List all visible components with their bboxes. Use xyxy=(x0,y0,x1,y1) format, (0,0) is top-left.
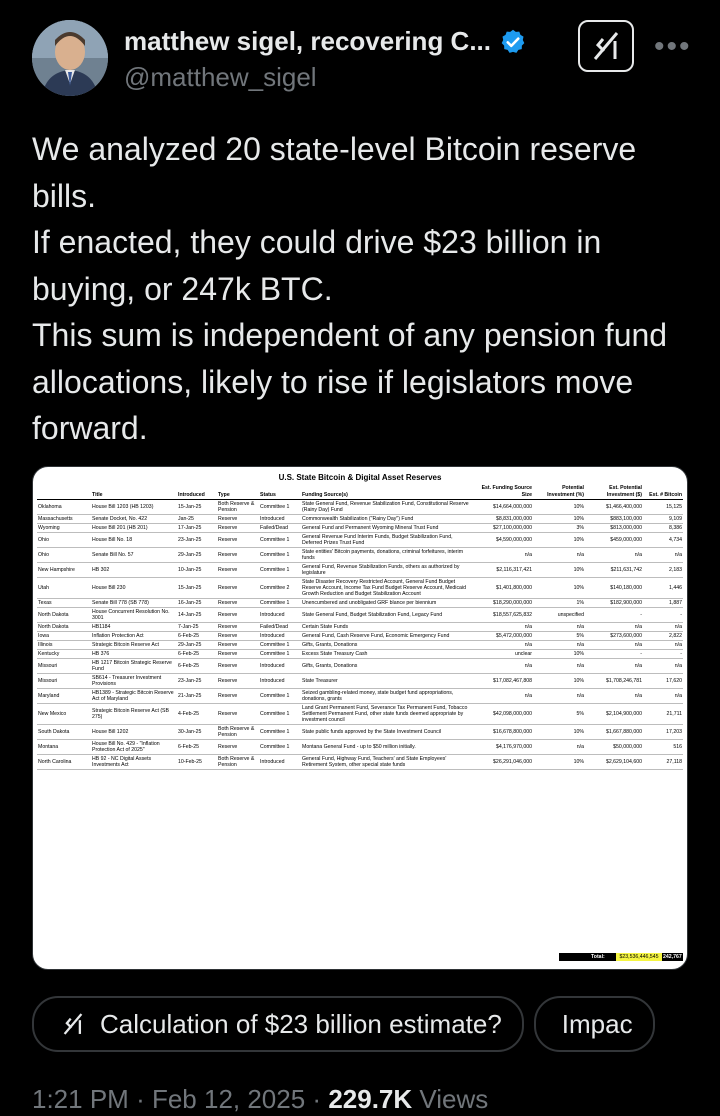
investment-pct-cell: 10% xyxy=(533,515,585,524)
bitcoin-cell: 17,620 xyxy=(643,674,683,689)
bitcoin-cell: n/a xyxy=(643,548,683,563)
status-cell: Committee 1 xyxy=(259,533,301,548)
investment-pct-cell: 3% xyxy=(533,524,585,533)
title-cell: House Bill 230 xyxy=(91,578,177,599)
funding-size-cell: $18,290,000,000 xyxy=(471,599,533,608)
funding-size-cell: $17,082,467,808 xyxy=(471,674,533,689)
column-header: Type xyxy=(217,485,259,500)
funding-source-cell: General Fund and Permanent Wyoming Mineral Trust Fund xyxy=(301,524,471,533)
funding-size-cell: n/a xyxy=(471,623,533,632)
introduced-cell: 6-Feb-25 xyxy=(177,650,217,659)
status-cell: Introduced xyxy=(259,755,301,770)
bitcoin-cell: n/a xyxy=(643,689,683,704)
funding-size-cell: n/a xyxy=(471,641,533,650)
bitcoin-cell: 9,109 xyxy=(643,515,683,524)
status-cell: Committee 1 xyxy=(259,650,301,659)
funding-size-cell: $16,678,800,000 xyxy=(471,725,533,740)
introduced-cell: Jan-25 xyxy=(177,515,217,524)
introduced-cell: 10-Jan-25 xyxy=(177,563,217,578)
funding-source-cell: State entities' Bitcoin payments, donations, criminal forfeitures, interim funds xyxy=(301,548,471,563)
state-cell: North Dakota xyxy=(37,623,91,632)
investment-pct-cell: 10% xyxy=(533,650,585,659)
title-cell: HB1184 xyxy=(91,623,177,632)
type-cell: Reserve xyxy=(217,689,259,704)
bitcoin-cell: n/a xyxy=(643,659,683,674)
state-cell: Wyoming xyxy=(37,524,91,533)
reserve-table xyxy=(37,485,683,770)
introduced-cell: 21-Jan-25 xyxy=(177,689,217,704)
funding-size-cell: $8,831,000,000 xyxy=(471,515,533,524)
funding-source-cell: State public funds approved by the State Investment Council xyxy=(301,725,471,740)
investment-pct-cell: 1% xyxy=(533,599,585,608)
table-row xyxy=(37,524,683,533)
table-row xyxy=(37,755,683,770)
tweet-line: This sum is independent of any pension fund allocations, likely to rise if legislators move forward. xyxy=(32,317,676,446)
status-cell: Committee 1 xyxy=(259,704,301,725)
investment-pct-cell: 10% xyxy=(533,563,585,578)
investment-usd-cell: $211,631,742 xyxy=(585,563,643,578)
investment-usd-cell: $883,100,000 xyxy=(585,515,643,524)
introduced-cell: 6-Feb-25 xyxy=(177,659,217,674)
table-row xyxy=(37,641,683,650)
bitcoin-cell: 4,734 xyxy=(643,533,683,548)
state-cell: Utah xyxy=(37,578,91,599)
investment-usd-cell: $182,900,000 xyxy=(585,599,643,608)
table-row xyxy=(37,689,683,704)
introduced-cell: 17-Jan-25 xyxy=(177,524,217,533)
investment-usd-cell: n/a xyxy=(585,641,643,650)
funding-source-cell: General Fund, Cash Reserve Fund, Economic Emergency Fund xyxy=(301,632,471,641)
status-cell: Committee 1 xyxy=(259,500,301,515)
investment-pct-cell: n/a xyxy=(533,740,585,755)
bitcoin-cell: 17,203 xyxy=(643,725,683,740)
title-cell: HB 92 - NC Digital Assets Investments Act xyxy=(91,755,177,770)
funding-source-cell: Gifts, Grants, Donations xyxy=(301,659,471,674)
investment-pct-cell: n/a xyxy=(533,689,585,704)
grok-icon xyxy=(589,31,623,61)
table-row xyxy=(37,674,683,689)
table-row xyxy=(37,659,683,674)
funding-source-cell: Certain State Funds xyxy=(301,623,471,632)
introduced-cell: 29-Jan-25 xyxy=(177,548,217,563)
author-handle[interactable]: @matthew_sigel xyxy=(124,62,317,92)
state-cell: New Mexico xyxy=(37,704,91,725)
column-header xyxy=(37,485,91,500)
tweet-image[interactable] xyxy=(32,466,688,970)
tweet-line: If enacted, they could drive $23 billion in buying, or 247k BTC. xyxy=(32,224,611,307)
table-row xyxy=(37,599,683,608)
bitcoin-cell: 21,711 xyxy=(643,704,683,725)
status-cell: Committee 1 xyxy=(259,740,301,755)
funding-size-cell: n/a xyxy=(471,659,533,674)
funding-source-cell: Seized gambling-related money, state budget fund appropriations, donations, grants xyxy=(301,689,471,704)
sheet-title: U.S. State Bitcoin & Digital Asset Reserves xyxy=(278,473,442,482)
title-cell: HB 1217 Bitcoin Strategic Reserve Fund xyxy=(91,659,177,674)
investment-usd-cell: $2,104,900,000 xyxy=(585,704,643,725)
investment-usd-cell: $1,708,246,781 xyxy=(585,674,643,689)
type-cell: Reserve xyxy=(217,599,259,608)
introduced-cell: 29-Jan-25 xyxy=(177,641,217,650)
title-cell: House Bill 1202 xyxy=(91,725,177,740)
introduced-cell: 23-Jan-25 xyxy=(177,533,217,548)
total-investment: $23,536,446,545 xyxy=(616,953,662,961)
status-cell: Committee 1 xyxy=(259,599,301,608)
type-cell: Reserve xyxy=(217,533,259,548)
type-cell: Reserve xyxy=(217,650,259,659)
bitcoin-cell: - xyxy=(643,608,683,623)
funding-size-cell: $4,590,000,000 xyxy=(471,533,533,548)
state-cell: Massachusetts xyxy=(37,515,91,524)
type-cell: Reserve xyxy=(217,608,259,623)
status-cell: Committee 1 xyxy=(259,725,301,740)
status-cell: Introduced xyxy=(259,659,301,674)
avatar[interactable] xyxy=(32,20,108,96)
funding-source-cell: Unencumbered and unobligated GRF blance per biennium xyxy=(301,599,471,608)
funding-size-cell: $14,664,000,000 xyxy=(471,500,533,515)
investment-usd-cell: $459,000,000 xyxy=(585,533,643,548)
introduced-cell: 10-Feb-25 xyxy=(177,755,217,770)
bitcoin-cell: 1,446 xyxy=(643,578,683,599)
introduced-cell: 7-Jan-25 xyxy=(177,623,217,632)
bitcoin-cell: 27,118 xyxy=(643,755,683,770)
state-cell: Ohio xyxy=(37,533,91,548)
state-cell: Iowa xyxy=(37,632,91,641)
funding-source-cell: Gifts, Grants, Donations xyxy=(301,641,471,650)
state-cell: Missouri xyxy=(37,659,91,674)
tweet-meta xyxy=(32,1084,488,1115)
funding-source-cell: State General Fund, Budget Stabilization Fund, Legacy Fund xyxy=(301,608,471,623)
investment-usd-cell: n/a xyxy=(585,548,643,563)
investment-pct-cell: 10% xyxy=(533,755,585,770)
table-row xyxy=(37,515,683,524)
bitcoin-cell: n/a xyxy=(643,623,683,632)
table-row xyxy=(37,704,683,725)
tweet-date[interactable]: Feb 12, 2025 xyxy=(151,1084,306,1114)
funding-source-cell: Montana General Fund - up to $50 million initially. xyxy=(301,740,471,755)
state-cell: New Hampshire xyxy=(37,563,91,578)
status-cell: Failed/Dead xyxy=(259,524,301,533)
introduced-cell: 15-Jan-25 xyxy=(177,578,217,599)
funding-source-cell: Excess State Treasury Cash xyxy=(301,650,471,659)
state-cell: Ohio xyxy=(37,548,91,563)
tweet-line: We analyzed 20 state-level Bitcoin reserve bills. xyxy=(32,131,646,214)
table-row xyxy=(37,548,683,563)
bitcoin-cell: - xyxy=(643,650,683,659)
state-cell: South Dakota xyxy=(37,725,91,740)
type-cell: Both Reserve & Pension xyxy=(217,755,259,770)
funding-size-cell: $42,098,000,000 xyxy=(471,704,533,725)
grok-button[interactable] xyxy=(578,20,634,72)
state-cell: Illinois xyxy=(37,641,91,650)
funding-size-cell: $27,100,000,000 xyxy=(471,524,533,533)
type-cell: Reserve xyxy=(217,578,259,599)
type-cell: Reserve xyxy=(217,740,259,755)
type-cell: Reserve xyxy=(217,515,259,524)
table-row xyxy=(37,563,683,578)
investment-pct-cell: 10% xyxy=(533,674,585,689)
investment-usd-cell: n/a xyxy=(585,689,643,704)
bitcoin-cell: 15,125 xyxy=(643,500,683,515)
type-cell: Reserve xyxy=(217,548,259,563)
funding-size-cell: n/a xyxy=(471,689,533,704)
status-cell: Introduced xyxy=(259,515,301,524)
grok-icon xyxy=(60,1012,86,1036)
column-header: Funding Source(s) xyxy=(301,485,471,500)
funding-size-cell: $18,557,625,832 xyxy=(471,608,533,623)
table-row xyxy=(37,623,683,632)
investment-pct-cell: n/a xyxy=(533,659,585,674)
funding-source-cell: Land Grant Permanent Fund, Severance Tax Permanent Fund, Tobacco Settlement Permanent Fund, other state funds deemed appropriate by investment council xyxy=(301,704,471,725)
column-header: Potential Investment (%) xyxy=(533,485,585,500)
table-row xyxy=(37,608,683,623)
tweet-time[interactable]: 1:21 PM xyxy=(32,1084,129,1114)
bitcoin-cell: 2,183 xyxy=(643,563,683,578)
type-cell: Reserve xyxy=(217,641,259,650)
status-cell: Committee 2 xyxy=(259,578,301,599)
pill-fade xyxy=(660,996,720,1052)
title-cell: Senate Bill No. 57 xyxy=(91,548,177,563)
title-cell: Strategic Bitcoin Reserve Act xyxy=(91,641,177,650)
type-cell: Reserve xyxy=(217,659,259,674)
introduced-cell: 16-Jan-25 xyxy=(177,599,217,608)
introduced-cell: 30-Jan-25 xyxy=(177,725,217,740)
investment-pct-cell: 10% xyxy=(533,500,585,515)
column-header: Status xyxy=(259,485,301,500)
investment-usd-cell: n/a xyxy=(585,623,643,632)
investment-usd-cell: - xyxy=(585,650,643,659)
investment-pct-cell: n/a xyxy=(533,548,585,563)
investment-usd-cell: $273,600,000 xyxy=(585,632,643,641)
investment-pct-cell: unspecified xyxy=(533,608,585,623)
table-row xyxy=(37,725,683,740)
state-cell: North Dakota xyxy=(37,608,91,623)
status-cell: Committee 1 xyxy=(259,548,301,563)
type-cell: Both Reserve & Pension xyxy=(217,500,259,515)
investment-usd-cell: $1,466,400,000 xyxy=(585,500,643,515)
author-name[interactable]: matthew sigel, recovering C... xyxy=(124,26,491,56)
suggestion-pills xyxy=(32,996,655,1052)
investment-pct-cell: 5% xyxy=(533,632,585,641)
title-cell: House Bill No. 429 - "Inflation Protection Act of 2025" xyxy=(91,740,177,755)
funding-source-cell: State General Fund, Revenue Stabilization Fund, Constitutional Reserve (Rainy Day) Fund xyxy=(301,500,471,515)
title-cell: Strategic Bitcoin Reserve Act (SB 275) xyxy=(91,704,177,725)
meta-separator: · xyxy=(312,1084,329,1114)
meta-separator: · xyxy=(136,1084,152,1114)
tweet-header xyxy=(0,0,720,110)
status-cell: Introduced xyxy=(259,632,301,641)
funding-size-cell: $26,291,046,000 xyxy=(471,755,533,770)
state-cell: Oklahoma xyxy=(37,500,91,515)
funding-size-cell: $2,116,317,421 xyxy=(471,563,533,578)
type-cell: Reserve xyxy=(217,674,259,689)
investment-usd-cell: $50,000,000 xyxy=(585,740,643,755)
type-cell: Reserve xyxy=(217,704,259,725)
title-cell: HB 376 xyxy=(91,650,177,659)
table-row xyxy=(37,533,683,548)
grok-suggestion-pill[interactable] xyxy=(534,996,655,1052)
state-cell: Montana xyxy=(37,740,91,755)
type-cell: Reserve xyxy=(217,524,259,533)
introduced-cell: 4-Feb-25 xyxy=(177,704,217,725)
table-header-row xyxy=(37,485,683,500)
funding-source-cell: General Fund, Highway Fund, Teachers' and State Employees' Retirement System, other special state funds xyxy=(301,755,471,770)
bitcoin-cell: 2,822 xyxy=(643,632,683,641)
investment-pct-cell: 5% xyxy=(533,704,585,725)
state-cell: Texas xyxy=(37,599,91,608)
column-header: Est. # Bitcoin xyxy=(643,485,683,500)
title-cell: House Bill 1203 (HB 1203) xyxy=(91,500,177,515)
investment-pct-cell: n/a xyxy=(533,623,585,632)
views-label: Views xyxy=(419,1084,489,1114)
investment-pct-cell: n/a xyxy=(533,641,585,650)
introduced-cell: 23-Jan-25 xyxy=(177,674,217,689)
grok-suggestion-pill[interactable] xyxy=(32,996,524,1052)
state-cell: North Carolina xyxy=(37,755,91,770)
bitcoin-cell: 8,386 xyxy=(643,524,683,533)
tweet-text xyxy=(32,126,692,452)
view-count: 229.7K xyxy=(328,1084,413,1114)
funding-source-cell: State Disaster Recovery Restricted Account, General Fund Budget Reserve Account, Income Tax Fund Budget Reserve Account, Medicaid Growth Reduction and Budget Stabilization Account xyxy=(301,578,471,599)
investment-usd-cell: n/a xyxy=(585,659,643,674)
total-bitcoin: 242,767 xyxy=(663,954,682,960)
bitcoin-cell: 516 xyxy=(643,740,683,755)
bitcoin-cell: n/a xyxy=(643,641,683,650)
state-cell: Kentucky xyxy=(37,650,91,659)
funding-size-cell: $1,401,800,000 xyxy=(471,578,533,599)
funding-source-cell: State Treasurer xyxy=(301,674,471,689)
pill-label: Impac xyxy=(561,1008,633,1039)
table-row xyxy=(37,650,683,659)
introduced-cell: 6-Feb-25 xyxy=(177,632,217,641)
column-header: Introduced xyxy=(177,485,217,500)
table-row xyxy=(37,740,683,755)
investment-pct-cell: 10% xyxy=(533,578,585,599)
funding-size-cell: unclear xyxy=(471,650,533,659)
title-cell: House Concurrent Resolution No. 3001 xyxy=(91,608,177,623)
type-cell: Reserve xyxy=(217,632,259,641)
funding-size-cell: $4,176,970,000 xyxy=(471,740,533,755)
state-cell: Maryland xyxy=(37,689,91,704)
title-cell: HB1389 - Strategic Bitcoin Reserve Act of Maryland xyxy=(91,689,177,704)
bitcoin-cell: 1,887 xyxy=(643,599,683,608)
title-cell: Inflation Protection Act xyxy=(91,632,177,641)
title-cell: Senate Docket, No. 422 xyxy=(91,515,177,524)
funding-source-cell: Commonwealth Stabilization ("Rainy Day") Fund xyxy=(301,515,471,524)
introduced-cell: 15-Jan-25 xyxy=(177,500,217,515)
investment-usd-cell: $813,000,000 xyxy=(585,524,643,533)
investment-pct-cell: 10% xyxy=(533,725,585,740)
title-cell: House Bill No. 18 xyxy=(91,533,177,548)
type-cell: Both Reserve & Pension xyxy=(217,725,259,740)
status-cell: Failed/Dead xyxy=(259,623,301,632)
type-cell: Reserve xyxy=(217,563,259,578)
investment-usd-cell: - xyxy=(585,608,643,623)
funding-source-cell: General Revenue Fund Interim Funds, Budget Stabilization Fund, Deferred Prizes Trust Fund xyxy=(301,533,471,548)
table-row xyxy=(37,500,683,515)
type-cell: Reserve xyxy=(217,623,259,632)
status-cell: Committee 1 xyxy=(259,563,301,578)
introduced-cell: 6-Feb-25 xyxy=(177,740,217,755)
status-cell: Committee 1 xyxy=(259,689,301,704)
title-cell: Senate Bill 778 (SB 778) xyxy=(91,599,177,608)
funding-size-cell: $5,472,000,000 xyxy=(471,632,533,641)
table-row xyxy=(37,578,683,599)
investment-pct-cell: 10% xyxy=(533,533,585,548)
column-header: Est. Funding Source Size xyxy=(471,485,533,500)
funding-size-cell: n/a xyxy=(471,548,533,563)
funding-source-cell: General Fund, Revenue Stabilization Funds, others as authorized by legislature xyxy=(301,563,471,578)
investment-usd-cell: $140,180,000 xyxy=(585,578,643,599)
table-row xyxy=(37,632,683,641)
investment-usd-cell: $2,629,104,600 xyxy=(585,755,643,770)
status-cell: Introduced xyxy=(259,608,301,623)
verified-badge-icon xyxy=(499,28,527,56)
more-options-icon[interactable]: ••• xyxy=(654,30,692,63)
state-cell: Missouri xyxy=(37,674,91,689)
total-label: Total: xyxy=(591,954,605,960)
status-cell: Introduced xyxy=(259,674,301,689)
column-header: Title xyxy=(91,485,177,500)
investment-usd-cell: $1,667,880,000 xyxy=(585,725,643,740)
introduced-cell: 14-Jan-25 xyxy=(177,608,217,623)
title-cell: House Bill 201 (HB 201) xyxy=(91,524,177,533)
title-cell: HB 302 xyxy=(91,563,177,578)
status-cell: Committee 1 xyxy=(259,641,301,650)
pill-label: Calculation of $23 billion estimate? xyxy=(100,1008,502,1039)
column-header: Est. Potential Investment ($) xyxy=(585,485,643,500)
title-cell: SB614 - Treasurer Investment Provisions xyxy=(91,674,177,689)
